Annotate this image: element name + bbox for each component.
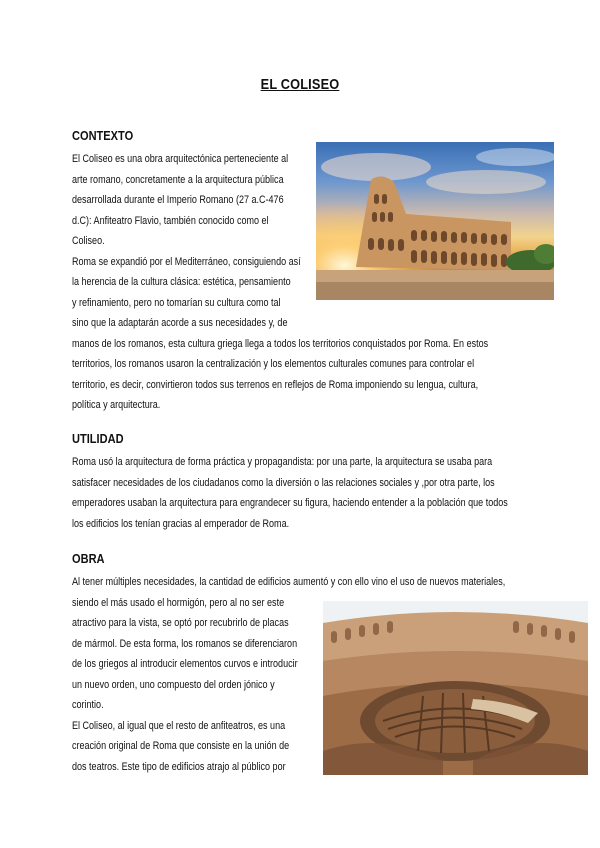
text-line: un nuevo orden, uno compuesto del orden jónico y: [72, 678, 275, 691]
text-line: la herencia de la cultura clásica: estética, pensamiento: [72, 276, 291, 288]
text-line: corintio.: [72, 699, 104, 711]
text-line: y refinamiento, pero no tomarían su cultura como tal: [72, 296, 281, 309]
text-line: de los griegos al introducir elementos curvos e introducir: [72, 658, 298, 670]
text-line: Roma usó la arquitectura de forma práctica y propagandista: por una parte, la arquitectura se usaba para: [72, 456, 493, 468]
text-line: territorio, es decir, convirtieron todos sus terrenos en reflejos de Roma imponiendo su lengua, cultura,: [72, 378, 479, 391]
text-line: política y arquitectura.: [72, 399, 161, 411]
text-line: territorios, los romanos usaron la centralización y los elementos culturales comunes para controlar el: [72, 358, 475, 370]
page-title: EL COLISEO: [260, 76, 340, 93]
section-heading-contexto: CONTEXTO: [72, 128, 134, 143]
text-line: manos de los romanos, esta cultura griega llega a todos los territorios conquistados por Roma. En estos: [72, 337, 489, 350]
text-line: los edificios los tenían gracias al emperador de Roma.: [72, 517, 290, 530]
text-line: de mármol. De esta forma, los romanos se diferenciaron: [72, 637, 298, 650]
text-line: Al tener múltiples necesidades, la cantidad de edificios aumentó y con ello vino el uso de nuevos materiales,: [72, 576, 506, 588]
section-heading-obra: OBRA: [72, 551, 105, 566]
text-line: El Coliseo es una obra arquitectónica perteneciente al: [72, 153, 289, 165]
text-line: d.C): Anfiteatro Flavio, también conocido como el: [72, 214, 269, 227]
text-line: siendo el más usado el hormigón, pero al no ser este: [72, 596, 285, 609]
text-line: Coliseo.: [72, 235, 105, 247]
text-line: El Coliseo, al igual que el resto de anfiteatros, es una: [72, 719, 286, 732]
text-line: atractivo para la vista, se optó por recubrirlo de placas: [72, 617, 289, 629]
section-body-utilidad: [72, 452, 508, 534]
colosseum-interior-image: [323, 601, 588, 775]
text-line: satisfacer necesidades de los ciudadanos como la diversión o las relaciones sociales y ,por otra parte, los: [72, 476, 495, 489]
text-line: arte romano, concretamente a la arquitectura pública: [72, 173, 284, 186]
text-line: creación original de Roma que consiste en la unión de: [72, 740, 290, 752]
text-line: emperadores usaban la arquitectura para engrandecer su figura, haciendo entender a la población que todos: [72, 497, 508, 509]
text-line: Roma se expandió por el Mediterráneo, consiguiendo así: [72, 255, 301, 268]
text-line: desarrollada durante el Imperio Romano (27 a.C-476: [72, 194, 284, 206]
text-line: dos teatros. Este tipo de edificios atrajo al público por: [72, 760, 286, 773]
text-line: sino que la adaptarán acorde a sus necesidades y, de: [72, 317, 288, 329]
colosseum-exterior-image: [316, 142, 554, 300]
section-heading-utilidad: UTILIDAD: [72, 431, 124, 446]
